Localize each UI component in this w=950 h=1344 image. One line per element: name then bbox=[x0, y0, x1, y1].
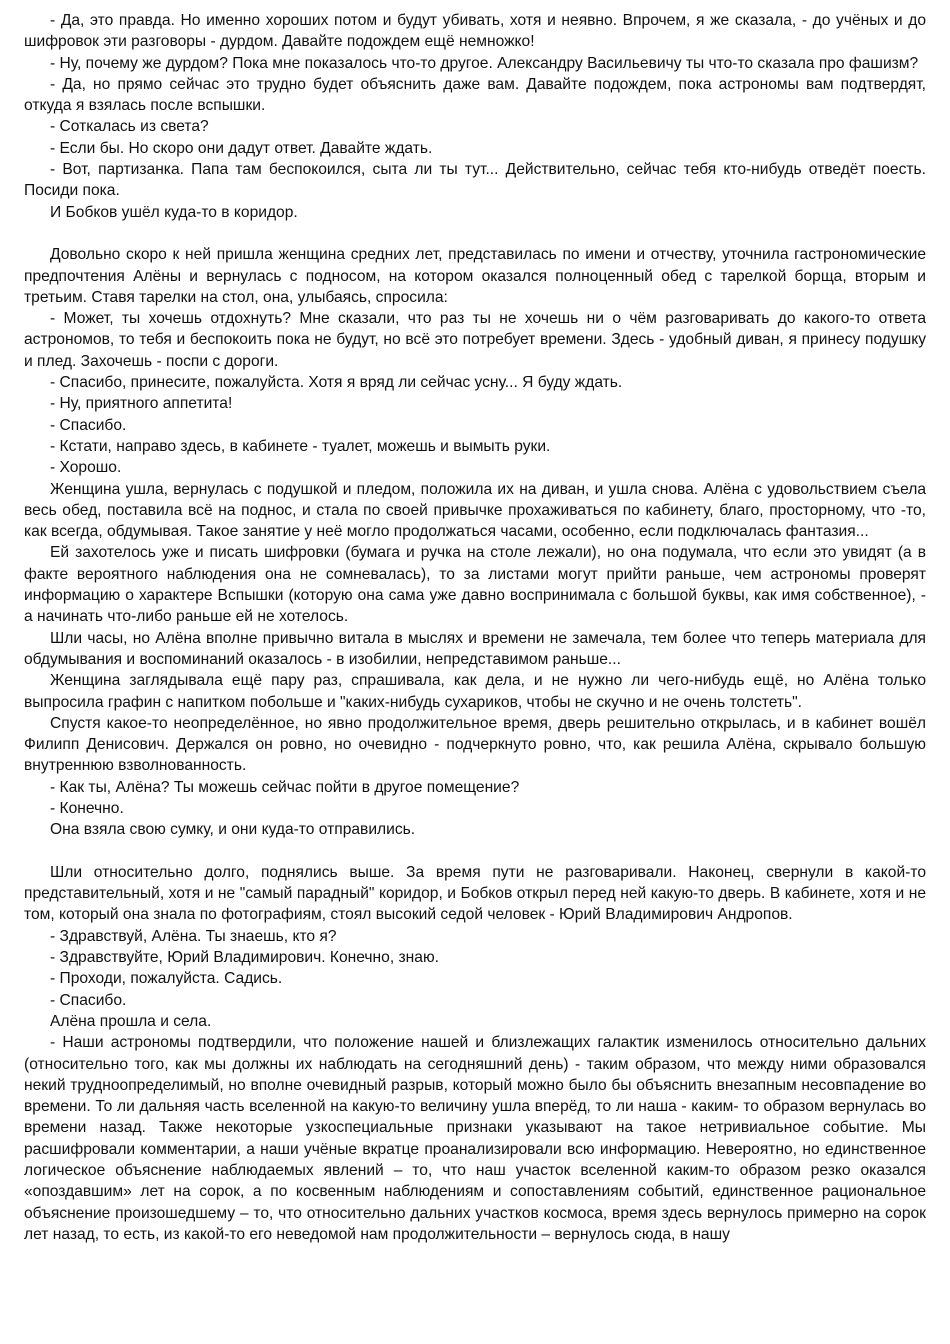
paragraph: - Наши астрономы подтвердили, что положение нашей и близлежащих галактик изменилось относительно дальних (относительно того, как мы должны их наблюдать на сегодняшний день) - таким образом, что между ними образовался некий трудноопределимый, но вполне очевидный разрыв, который можно было бы объяснить внезапным несовпадение во времени. То ли дальняя часть вселенной на какую-то величину ушла вперёд, то ли наша - каким- то образом вернулась во времени назад. Также некоторые узкоспециальные признаки указывают на такое нетривиальное событие. Мы расшифровали комментарии, а наши учёные вкратце проанализировали всю информацию. Невероятно, но единственное логическое объяснение наблюдаемых явлений – то, что наш участок вселенной каким-то образом резко оказался «опоздавшим» лет на сорок, а по косвенным наблюдениям и сопоставлениям событий, единственное рациональное объяснение произошедшему – то, что относительно дальних участков космоса, время здесь вернулось примерно на сорок лет назад, то есть, из какой-то его неведомой нам продолжительности – вернулось сюда, в нашу bbox=[24, 1034, 926, 1243]
paragraph: - Здравствуйте, Юрий Владимирович. Конечно, знаю. bbox=[50, 949, 439, 967]
paragraph: Женщина ушла, вернулась с подушкой и пледом, положила их на диван, и ушла снова. Алёна с удовольствием съела весь обед, поставила всё на поднос, и стала по своей привычке прохаживаться по кабинету, благо, просторному, что -то, как всегда, обдумывая. Такое занятие у неё могло продолжаться часами, особенно, если подключалась фантазия... bbox=[24, 480, 926, 541]
paragraph: - Конечно. bbox=[50, 799, 124, 817]
paragraph: - Может, ты хочешь отдохнуть? Мне сказали, что раз ты не хочешь ни о чём разговаривать до какого-то ответа астрономов, то тебя и беспокоить пока не будут, но всё это потребует времени. Здесь - удобный диван, я принесу подушку и плед. Захочешь - поспи с дороги. bbox=[24, 310, 926, 370]
paragraph: - Как ты, Алёна? Ты можешь сейчас пойти в другое помещение? bbox=[50, 778, 520, 796]
paragraph: - Соткалась из света? bbox=[50, 118, 209, 136]
paragraph: Алёна прошла и села. bbox=[50, 1012, 212, 1030]
paragraph: - Ну, почему же дурдом? Пока мне показалось что-то другое. Александру Васильевичу ты что-то сказала про фашизм? bbox=[50, 54, 919, 72]
paragraph: Шли относительно долго, поднялись выше. За время пути не разговаривали. Наконец, свернули в какой-то представительный, хотя и не "самый парадный" коридор, и Бобков открыл перед ней какую-то дверь. В кабинете, хотя и не том, который она знала по фотографиям, стоял высокий седой человек - Юрий Владимирович Андропов. bbox=[24, 863, 926, 924]
paragraph: - Кстати, направо здесь, в кабинете - туалет, можешь и вымыть руки. bbox=[50, 437, 551, 455]
paragraph: - Спасибо. bbox=[50, 991, 127, 1009]
paragraph: - Спасибо, принесите, пожалуйста. Хотя я вряд ли сейчас усну... Я буду ждать. bbox=[50, 374, 623, 392]
paragraph-gap bbox=[24, 223, 926, 244]
paragraph: - Ну, приятного аппетита! bbox=[50, 395, 233, 413]
paragraph-gap bbox=[24, 841, 926, 862]
paragraph: Она взяла свою сумку, и они куда-то отправились. bbox=[50, 821, 416, 839]
paragraph: - Здравствуй, Алёна. Ты знаешь, кто я? bbox=[50, 927, 337, 945]
paragraph: - Хорошо. bbox=[50, 459, 122, 477]
paragraph: - Спасибо. bbox=[50, 416, 127, 434]
paragraph: - Если бы. Но скоро они дадут ответ. Давайте ждать. bbox=[50, 139, 433, 157]
body-text bbox=[24, 10, 926, 1245]
paragraph: И Бобков ушёл куда-то в коридор. bbox=[50, 203, 298, 221]
paragraph: Шли часы, но Алёна вполне привычно витала в мыслях и времени не замечала, тем более что теперь материала для обдумывания и воспоминаний оказалось - в изобилии, непредставимом раньше... bbox=[24, 629, 926, 668]
paragraph: Ей захотелось уже и писать шифровки (бумага и ручка на столе лежали), но она подумала, что если это увидят (а в факте вероятного наблюдения она не сомневалась), то за листами могут прийти раньше, чем астрономы проверят информацию о характере Вспышки (которую она сама уже давно воспринимала с большой буквы, как имя собственное), - а начинать что-либо раньше ей не хотелось. bbox=[24, 544, 926, 626]
paragraph: Женщина заглядывала ещё пару раз, спрашивала, как дела, и не нужно ли чего-нибудь ещё, но Алёна только выпросила графин с напитком побольше и "каких-нибудь сухариков, чтобы не скучно и не очень толстеть". bbox=[24, 672, 926, 711]
paragraph: - Проходи, пожалуйста. Садись. bbox=[50, 970, 283, 988]
paragraph: Довольно скоро к ней пришла женщина средних лет, представилась по имени и отчеству, уточнила гастрономические предпочтения Алёны и вернулась с подносом, на котором оказался полноценный обед с тарелкой борща, вторым и третьим. Ставя тарелки на стол, она, улыбаясь, спросила: bbox=[24, 246, 926, 306]
paragraph: - Да, это правда. Но именно хороших потом и будут убивать, хотя и неявно. Впрочем, я же сказала, - до учёных и до шифровок эти разговоры - дурдом. Давайте подождем ещё немножко! bbox=[24, 12, 926, 51]
paragraph: Спустя какое-то неопределённое, но явно продолжительное время, дверь решительно открылась, и в кабинет вошёл Филипп Денисович. Держался он ровно, но очевидно - подчеркнуто ровно, что, как решила Алёна, скрывало большую внутреннюю взволнованность. bbox=[24, 714, 926, 775]
paragraph: - Да, но прямо сейчас это трудно будет объяснить даже вам. Давайте подождем, пока астрономы вам подтвердят, откуда я взялась после вспышки. bbox=[24, 75, 926, 115]
paragraph: - Вот, партизанка. Папа там беспокоился, сыта ли ты тут... Действительно, сейчас тебя кто-нибудь отведёт поесть. Посиди пока. bbox=[24, 161, 926, 200]
